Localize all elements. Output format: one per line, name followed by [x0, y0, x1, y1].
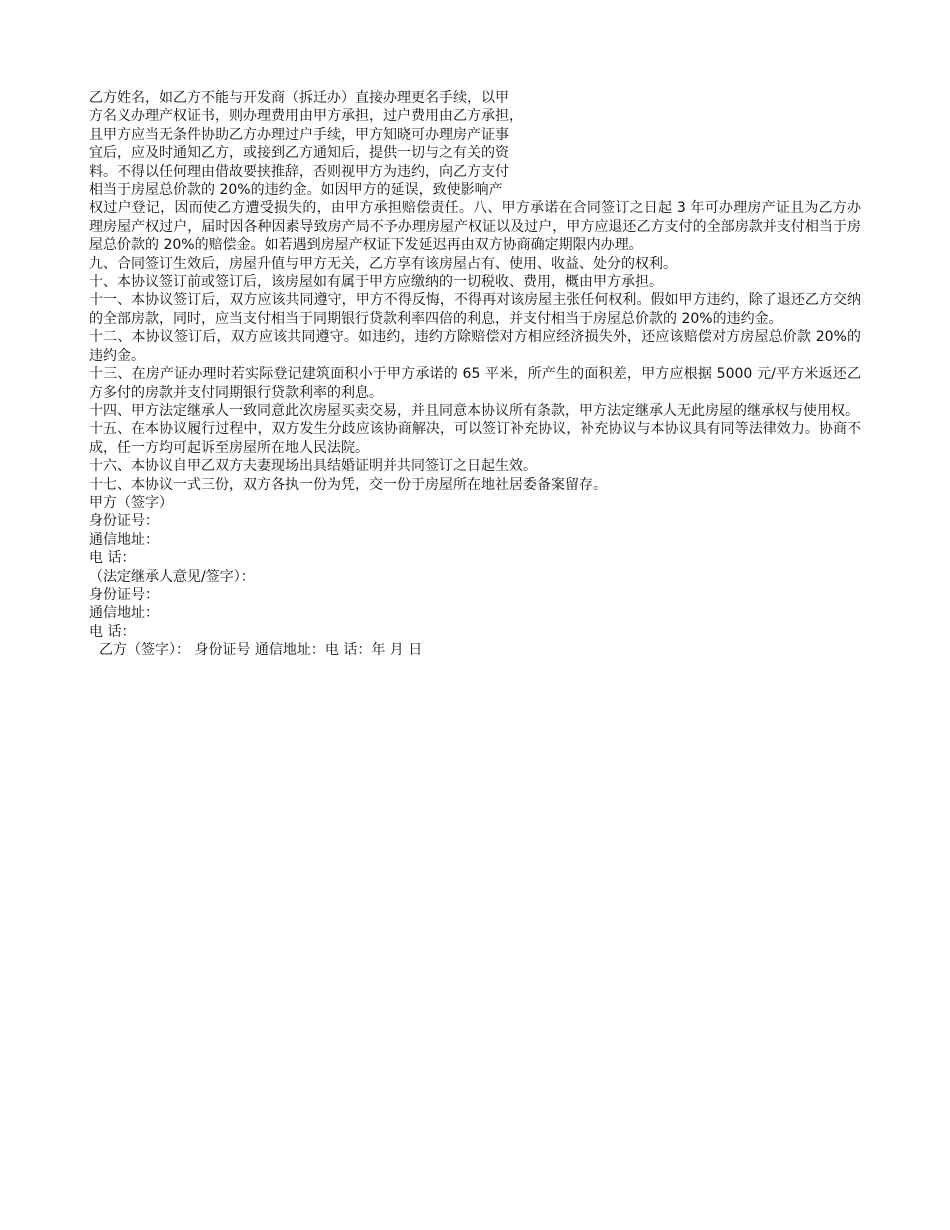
clauses-list — [89, 255, 861, 494]
intro-line: 相当于房屋总价款的 20%的违约金。如因甲方的延误，致使影响产 — [89, 182, 503, 199]
clause-10: 十、本协议签订前或签订后，该房屋如有属于甲方应缴纳的一切税收、费用，概由甲方承担。 — [89, 274, 663, 291]
intro-line: 料。不得以任何理由借故要挟推辞，否则视甲方为违约，向乙方支付 — [89, 163, 509, 180]
clause-15: 十五、在本协议履行过程中，双方发生分歧应该协商解决，可以签订补充协议，补充协议与本协议具有同等法律效力。协商不成，任一方均可起诉至房屋所在地人民法院。 — [89, 421, 861, 456]
party-a-id-label: 身份证号： — [89, 513, 159, 530]
intro-block — [89, 89, 861, 199]
party-b-signature-line: 乙方（签字）： 身份证号 通信地址：电 话：年 月 日 — [99, 642, 423, 659]
heir-address-label: 通信地址： — [89, 605, 159, 622]
party-a-sign-label: 甲方（签字） — [89, 494, 173, 511]
contract-page — [89, 89, 861, 660]
clause-14: 十四、甲方法定继承人一致同意此次房屋买卖交易，并且同意本协议所有条款，甲方法定继承人无此房屋的继承权与使用权。 — [89, 402, 859, 419]
intro-line: 且甲方应当无条件协助乙方办理过户手续，甲方知晓可办理房产证事 — [89, 126, 509, 143]
party-a-signature-block — [89, 494, 861, 568]
party-b-signature-block — [89, 641, 861, 659]
party-a-phone-label: 电 话： — [89, 550, 136, 567]
party-a-address-label: 通信地址： — [89, 531, 159, 548]
heir-phone-label: 电 话： — [89, 623, 136, 640]
heir-id-label: 身份证号： — [89, 586, 159, 603]
clause-9: 九、合同签订生效后，房屋升值与甲方无关，乙方享有该房屋占有、使用、收益、处分的权利。 — [89, 255, 677, 272]
clause-17: 十七、本协议一式三份，双方各执一份为凭，交一份于房屋所在地社居委备案留存。 — [89, 476, 607, 493]
heir-signature-block — [89, 568, 861, 642]
heir-sign-label: （法定继承人意见/签字）： — [89, 568, 255, 585]
clause-8-paragraph: 权过户登记，因而使乙方遭受损失的，由甲方承担赔偿责任。八、甲方承诺在合同签订之日起 3 年可办理房产证且为乙方办理房屋产权过户，届时因各种因素导致房产局不予办理房屋产权证以及过户，甲方应退还乙方支付的全部房款并支付相当于房屋总价款的 20%的赔偿金。如若遇到房屋产权证下发延迟再由双方协商确定期限内办理。 — [89, 200, 861, 254]
clause-13: 十三、在房产证办理时若实际登记建筑面积小于甲方承诺的 65 平米，所产生的面积差，甲方应根据 5000 元/平方米返还乙方多付的房款并支付同期银行贷款利率的利息。 — [89, 366, 861, 401]
clause-12: 十二、本协议签订后，双方应该共同遵守。如违约，违约方除赔偿对方相应经济损失外，还应该赔偿对方房屋总价款 20%的违约金。 — [89, 329, 861, 364]
intro-line: 乙方姓名，如乙方不能与开发商（拆迁办）直接办理更名手续，以甲 — [89, 90, 509, 106]
intro-line: 宜后，应及时通知乙方，或接到乙方通知后，提供一切与之有关的资 — [89, 145, 509, 162]
clause-11: 十一、本协议签订后，双方应该共同遵守，甲方不得反悔，不得再对该房屋主张任何权利。假如甲方违约，除了退还乙方交纳的全部房款，同时，应当支付相当于同期银行贷款利率四倍的利息，并支付相当于房屋总价款的 20%的违约金。 — [89, 292, 861, 327]
clause-16: 十六、本协议自甲乙双方夫妻现场出具结婚证明并共同签订之日起生效。 — [89, 458, 537, 475]
intro-line: 方名义办理产权证书，则办理费用由甲方承担，过户费用由乙方承担， — [89, 108, 523, 125]
